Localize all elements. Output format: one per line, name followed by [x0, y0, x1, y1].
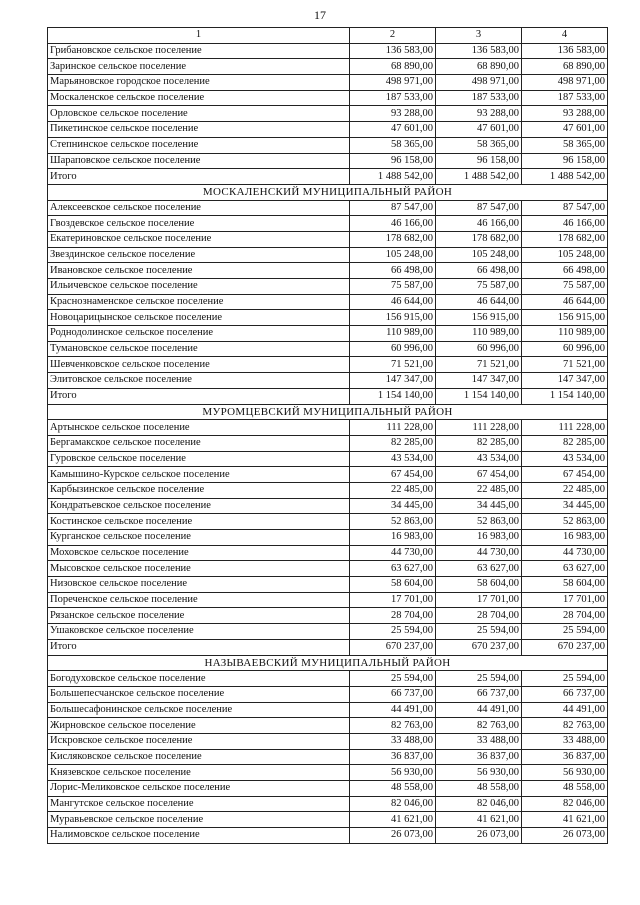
amount-col-4: 96 158,00	[522, 153, 608, 169]
amount-col-2: 41 621,00	[350, 812, 436, 828]
table-row	[48, 467, 608, 483]
amount-col-3: 96 158,00	[436, 153, 522, 169]
amount-col-4: 75 587,00	[522, 279, 608, 295]
table-row	[48, 43, 608, 59]
amount-col-3: 28 704,00	[436, 608, 522, 624]
settlement-name: Степнинское сельское поселение	[48, 137, 350, 153]
amount-col-2: 136 583,00	[350, 43, 436, 59]
amount-col-3: 136 583,00	[436, 43, 522, 59]
amount-col-4: 136 583,00	[522, 43, 608, 59]
amount-col-2: 26 073,00	[350, 828, 436, 844]
amount-col-4: 68 890,00	[522, 59, 608, 75]
table-row	[48, 341, 608, 357]
table-row	[48, 326, 608, 342]
amount-col-4: 52 863,00	[522, 514, 608, 530]
settlement-name: Орловское сельское поселение	[48, 106, 350, 122]
amount-col-2: 71 521,00	[350, 357, 436, 373]
amount-col-2: 52 863,00	[350, 514, 436, 530]
table-row	[48, 561, 608, 577]
amount-col-2: 47 601,00	[350, 122, 436, 138]
amount-col-4: 17 701,00	[522, 592, 608, 608]
amount-col-2: 33 488,00	[350, 733, 436, 749]
amount-col-2: 56 930,00	[350, 765, 436, 781]
table-row	[48, 216, 608, 232]
table-row	[48, 765, 608, 781]
amount-col-2: 670 237,00	[350, 639, 436, 655]
amount-col-2: 58 604,00	[350, 577, 436, 593]
settlement-name: Гвоздевское сельское поселение	[48, 216, 350, 232]
settlement-name: Искровское сельское поселение	[48, 733, 350, 749]
table-row	[48, 153, 608, 169]
settlement-name: Новоцарицынское сельское поселение	[48, 310, 350, 326]
amount-col-3: 1 488 542,00	[436, 169, 522, 185]
amount-col-3: 25 594,00	[436, 671, 522, 687]
amount-col-4: 670 237,00	[522, 639, 608, 655]
amount-col-2: 46 644,00	[350, 294, 436, 310]
amount-col-4: 63 627,00	[522, 561, 608, 577]
amount-col-4: 26 073,00	[522, 828, 608, 844]
table-row	[48, 781, 608, 797]
amount-col-4: 111 228,00	[522, 420, 608, 436]
amount-col-2: 63 627,00	[350, 561, 436, 577]
settlement-name: Гуровское сельское поселение	[48, 451, 350, 467]
amount-col-4: 36 837,00	[522, 749, 608, 765]
settlement-name: Звездинское сельское поселение	[48, 247, 350, 263]
settlement-name: Тумановское сельское поселение	[48, 341, 350, 357]
amount-col-4: 58 365,00	[522, 137, 608, 153]
settlement-name: Марьяновское городское поселение	[48, 75, 350, 91]
amount-col-2: 187 533,00	[350, 90, 436, 106]
amount-col-4: 28 704,00	[522, 608, 608, 624]
table-row	[48, 482, 608, 498]
settlement-name: Артынское сельское поселение	[48, 420, 350, 436]
settlement-name: Карбызинское сельское поселение	[48, 482, 350, 498]
settlement-name: Князевское сельское поселение	[48, 765, 350, 781]
settlement-name: Жирновское сельское поселение	[48, 718, 350, 734]
amount-col-2: 66 737,00	[350, 686, 436, 702]
settlement-name: Мысовское сельское поселение	[48, 561, 350, 577]
amount-col-3: 52 863,00	[436, 514, 522, 530]
table-row	[48, 310, 608, 326]
district-header-row	[48, 184, 608, 200]
total-row	[48, 169, 608, 185]
amount-col-4: 25 594,00	[522, 671, 608, 687]
amount-col-3: 43 534,00	[436, 451, 522, 467]
amount-col-3: 17 701,00	[436, 592, 522, 608]
amount-col-2: 16 983,00	[350, 530, 436, 546]
settlement-name: Лорис-Меликовское сельское поселение	[48, 781, 350, 797]
amount-col-3: 82 046,00	[436, 796, 522, 812]
amount-col-3: 1 154 140,00	[436, 388, 522, 404]
amount-col-4: 498 971,00	[522, 75, 608, 91]
amount-col-2: 48 558,00	[350, 781, 436, 797]
amount-col-2: 25 594,00	[350, 624, 436, 640]
amount-col-4: 71 521,00	[522, 357, 608, 373]
table-row	[48, 279, 608, 295]
settlement-name: Низовское сельское поселение	[48, 577, 350, 593]
amount-col-3: 156 915,00	[436, 310, 522, 326]
table-row	[48, 451, 608, 467]
table-row	[48, 671, 608, 687]
district-title: МОСКАЛЕНСКИЙ МУНИЦИПАЛЬНЫЙ РАЙОН	[48, 184, 608, 200]
amount-col-4: 87 547,00	[522, 200, 608, 216]
table-row	[48, 577, 608, 593]
table-row	[48, 90, 608, 106]
amount-col-3: 26 073,00	[436, 828, 522, 844]
amount-col-4: 47 601,00	[522, 122, 608, 138]
amount-col-4: 58 604,00	[522, 577, 608, 593]
amount-col-2: 46 166,00	[350, 216, 436, 232]
table-row	[48, 514, 608, 530]
amount-col-2: 36 837,00	[350, 749, 436, 765]
amount-col-4: 41 621,00	[522, 812, 608, 828]
amount-col-3: 71 521,00	[436, 357, 522, 373]
amount-col-4: 105 248,00	[522, 247, 608, 263]
settlement-name: Большепесчанское сельское поселение	[48, 686, 350, 702]
settlement-name: Костинское сельское поселение	[48, 514, 350, 530]
amount-col-2: 43 534,00	[350, 451, 436, 467]
amount-col-3: 82 763,00	[436, 718, 522, 734]
amount-col-2: 17 701,00	[350, 592, 436, 608]
amount-col-2: 34 445,00	[350, 498, 436, 514]
amount-col-2: 75 587,00	[350, 279, 436, 295]
amount-col-2: 58 365,00	[350, 137, 436, 153]
table-row	[48, 231, 608, 247]
amount-col-4: 82 285,00	[522, 435, 608, 451]
amount-col-3: 56 930,00	[436, 765, 522, 781]
amount-col-2: 1 154 140,00	[350, 388, 436, 404]
amount-col-3: 33 488,00	[436, 733, 522, 749]
settlement-name: Кондратьевское сельское поселение	[48, 498, 350, 514]
amount-col-4: 34 445,00	[522, 498, 608, 514]
district-title: МУРОМЦЕВСКИЙ МУНИЦИПАЛЬНЫЙ РАЙОН	[48, 404, 608, 420]
table-row	[48, 263, 608, 279]
amount-col-4: 56 930,00	[522, 765, 608, 781]
amount-col-2: 68 890,00	[350, 59, 436, 75]
settlement-name: Большесафонинское сельское поселение	[48, 702, 350, 718]
table-row	[48, 373, 608, 389]
amount-col-2: 87 547,00	[350, 200, 436, 216]
amount-col-2: 147 347,00	[350, 373, 436, 389]
settlement-name: Роднодолинское сельское поселение	[48, 326, 350, 342]
amount-col-4: 22 485,00	[522, 482, 608, 498]
settlement-name: Богодуховское сельское поселение	[48, 671, 350, 687]
amount-col-4: 46 644,00	[522, 294, 608, 310]
amount-col-4: 82 763,00	[522, 718, 608, 734]
amount-col-2: 105 248,00	[350, 247, 436, 263]
settlement-name: Заринское сельское поселение	[48, 59, 350, 75]
table-row	[48, 200, 608, 216]
amount-col-3: 63 627,00	[436, 561, 522, 577]
amount-col-3: 66 737,00	[436, 686, 522, 702]
settlement-name: Грибановское сельское поселение	[48, 43, 350, 59]
amount-col-3: 60 996,00	[436, 341, 522, 357]
amount-col-3: 111 228,00	[436, 420, 522, 436]
settlement-name: Ильичевское сельское поселение	[48, 279, 350, 295]
amount-col-2: 498 971,00	[350, 75, 436, 91]
amount-col-4: 60 996,00	[522, 341, 608, 357]
table-body	[48, 43, 608, 843]
settlement-name: Моховское сельское поселение	[48, 545, 350, 561]
amount-col-3: 44 730,00	[436, 545, 522, 561]
table-row	[48, 733, 608, 749]
table-row	[48, 247, 608, 263]
amount-col-2: 44 730,00	[350, 545, 436, 561]
amount-col-3: 178 682,00	[436, 231, 522, 247]
amount-col-3: 22 485,00	[436, 482, 522, 498]
amount-col-4: 66 498,00	[522, 263, 608, 279]
settlement-name: Итого	[48, 639, 350, 655]
table-row	[48, 75, 608, 91]
amount-col-4: 82 046,00	[522, 796, 608, 812]
table-row	[48, 357, 608, 373]
amount-col-3: 147 347,00	[436, 373, 522, 389]
district-title: НАЗЫВАЕВСКИЙ МУНИЦИПАЛЬНЫЙ РАЙОН	[48, 655, 608, 671]
amount-col-2: 25 594,00	[350, 671, 436, 687]
table-row	[48, 608, 608, 624]
amount-col-4: 66 737,00	[522, 686, 608, 702]
table-row	[48, 106, 608, 122]
amount-col-4: 46 166,00	[522, 216, 608, 232]
amount-col-4: 25 594,00	[522, 624, 608, 640]
table-row	[48, 530, 608, 546]
amount-col-3: 41 621,00	[436, 812, 522, 828]
settlement-name: Ивановское сельское поселение	[48, 263, 350, 279]
settlement-name: Алексеевское сельское поселение	[48, 200, 350, 216]
amount-col-3: 66 498,00	[436, 263, 522, 279]
amount-col-2: 60 996,00	[350, 341, 436, 357]
amount-col-4: 1 488 542,00	[522, 169, 608, 185]
column-header-2: 2	[350, 28, 436, 44]
table-row	[48, 435, 608, 451]
amount-col-3: 87 547,00	[436, 200, 522, 216]
amount-col-4: 147 347,00	[522, 373, 608, 389]
table-row	[48, 624, 608, 640]
settlement-name: Бергамакское сельское поселение	[48, 435, 350, 451]
settlement-name: Муравьевское сельское поселение	[48, 812, 350, 828]
amount-col-3: 16 983,00	[436, 530, 522, 546]
column-header-1: 1	[48, 28, 350, 44]
amount-col-2: 1 488 542,00	[350, 169, 436, 185]
amount-col-4: 44 491,00	[522, 702, 608, 718]
amount-col-4: 48 558,00	[522, 781, 608, 797]
amount-col-4: 33 488,00	[522, 733, 608, 749]
column-header-3: 3	[436, 28, 522, 44]
amount-col-4: 43 534,00	[522, 451, 608, 467]
settlement-name: Кисляковское сельское поселение	[48, 749, 350, 765]
amount-col-4: 67 454,00	[522, 467, 608, 483]
total-row	[48, 639, 608, 655]
table-row	[48, 718, 608, 734]
settlement-name: Итого	[48, 388, 350, 404]
table-row	[48, 686, 608, 702]
table-header-row	[48, 28, 608, 44]
amount-col-3: 82 285,00	[436, 435, 522, 451]
amount-col-2: 82 285,00	[350, 435, 436, 451]
amount-col-2: 93 288,00	[350, 106, 436, 122]
table-row	[48, 812, 608, 828]
table-row	[48, 498, 608, 514]
amount-col-3: 498 971,00	[436, 75, 522, 91]
table-row	[48, 545, 608, 561]
settlement-name: Рязанское сельское поселение	[48, 608, 350, 624]
amount-col-4: 1 154 140,00	[522, 388, 608, 404]
settlement-name: Шевченковское сельское поселение	[48, 357, 350, 373]
settlement-name: Пореченское сельское поселение	[48, 592, 350, 608]
amount-col-2: 22 485,00	[350, 482, 436, 498]
amount-col-4: 44 730,00	[522, 545, 608, 561]
table-row	[48, 420, 608, 436]
amount-col-3: 36 837,00	[436, 749, 522, 765]
amount-col-3: 67 454,00	[436, 467, 522, 483]
settlement-name: Налимовское сельское поселение	[48, 828, 350, 844]
amount-col-4: 156 915,00	[522, 310, 608, 326]
amount-col-2: 44 491,00	[350, 702, 436, 718]
amount-col-3: 47 601,00	[436, 122, 522, 138]
amount-col-2: 110 989,00	[350, 326, 436, 342]
table-row	[48, 796, 608, 812]
total-row	[48, 388, 608, 404]
amount-col-3: 670 237,00	[436, 639, 522, 655]
amount-col-2: 67 454,00	[350, 467, 436, 483]
amount-col-2: 66 498,00	[350, 263, 436, 279]
settlement-name: Итого	[48, 169, 350, 185]
amount-col-2: 111 228,00	[350, 420, 436, 436]
amount-col-3: 58 365,00	[436, 137, 522, 153]
district-header-row	[48, 404, 608, 420]
settlement-name: Шараповское сельское поселение	[48, 153, 350, 169]
settlement-name: Краснознаменское сельское поселение	[48, 294, 350, 310]
amount-col-2: 28 704,00	[350, 608, 436, 624]
amount-col-4: 178 682,00	[522, 231, 608, 247]
amount-col-3: 46 166,00	[436, 216, 522, 232]
amount-col-3: 110 989,00	[436, 326, 522, 342]
amount-col-2: 178 682,00	[350, 231, 436, 247]
amount-col-2: 82 763,00	[350, 718, 436, 734]
column-header-4: 4	[522, 28, 608, 44]
table-row	[48, 749, 608, 765]
amount-col-3: 68 890,00	[436, 59, 522, 75]
amount-col-4: 110 989,00	[522, 326, 608, 342]
table-row	[48, 122, 608, 138]
amount-col-4: 93 288,00	[522, 106, 608, 122]
settlement-name: Екатериновское сельское поселение	[48, 231, 350, 247]
settlement-name: Камышино-Курское сельское поселение	[48, 467, 350, 483]
table-row	[48, 59, 608, 75]
table-row	[48, 592, 608, 608]
settlement-name: Элитовское сельское поселение	[48, 373, 350, 389]
settlement-name: Ушаковское сельское поселение	[48, 624, 350, 640]
amount-col-2: 96 158,00	[350, 153, 436, 169]
amount-col-3: 187 533,00	[436, 90, 522, 106]
amount-col-4: 16 983,00	[522, 530, 608, 546]
amount-col-4: 187 533,00	[522, 90, 608, 106]
amount-col-3: 58 604,00	[436, 577, 522, 593]
district-header-row	[48, 655, 608, 671]
table-row	[48, 702, 608, 718]
amount-col-3: 75 587,00	[436, 279, 522, 295]
table-row	[48, 828, 608, 844]
amount-col-3: 93 288,00	[436, 106, 522, 122]
amount-col-3: 44 491,00	[436, 702, 522, 718]
amount-col-2: 82 046,00	[350, 796, 436, 812]
settlement-name: Мангутское сельское поселение	[48, 796, 350, 812]
amount-col-3: 34 445,00	[436, 498, 522, 514]
amount-col-3: 25 594,00	[436, 624, 522, 640]
page-number: 17	[314, 8, 326, 22]
amount-col-3: 105 248,00	[436, 247, 522, 263]
budget-table	[47, 27, 608, 844]
settlement-name: Москаленское сельское поселение	[48, 90, 350, 106]
settlement-name: Пикетинское сельское поселение	[48, 122, 350, 138]
settlement-name: Курганское сельское поселение	[48, 530, 350, 546]
table-row	[48, 294, 608, 310]
amount-col-3: 46 644,00	[436, 294, 522, 310]
amount-col-3: 48 558,00	[436, 781, 522, 797]
table-row	[48, 137, 608, 153]
amount-col-2: 156 915,00	[350, 310, 436, 326]
